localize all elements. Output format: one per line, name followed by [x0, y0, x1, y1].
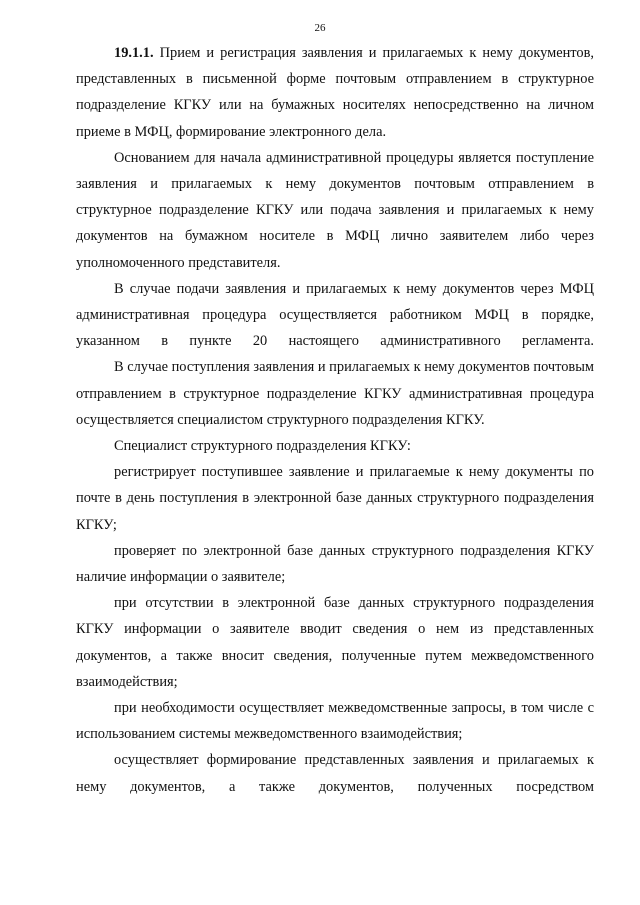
paragraph-forms-file: осуществляет формирование представленных заявления и прилагаемых к нему документов, а также документов, полученных посредством	[76, 752, 594, 795]
paragraph-postal-submission: В случае поступления заявления и прилагаемых к нему документов почтовым отправлением в структурное подразделение КГКУ административная процедура осуществляется специалистом структурного подразделения КГКУ.	[76, 359, 594, 428]
paragraph-checks: проверяет по электронной базе данных структурного подразделения КГКУ наличие информации о заявителе;	[76, 542, 594, 586]
paragraph-registers: регистрирует поступившее заявление и прилагаемые к нему документы по почте в день поступления в электронной базе данных структурного подразделения КГКУ;	[76, 464, 594, 533]
paragraph-enters-data: при отсутствии в электронной базе данных структурного подразделения КГКУ информации о заявителе вводит сведения о нем из представленных документов, а также вносит сведения, полученные путем межведомственного взаимодействия;	[76, 595, 594, 690]
section-heading-paragraph	[76, 40, 594, 145]
section-title: Прием и регистрация заявления и прилагаемых к нему документов, представленных в письменной форме почтовым отправлением в структурное подразделение КГКУ или на бумажных носителях непосредственно на личном приеме в МФЦ, формирование электронного дела.	[76, 45, 594, 140]
section-number: 19.1.1.	[114, 45, 154, 61]
document-body	[76, 40, 594, 800]
paragraph-requests: при необходимости осуществляет межведомственные запросы, в том числе с использованием системы межведомственного взаимодействия;	[76, 700, 594, 743]
page-number: 26	[314, 22, 326, 34]
paragraph-basis: Основанием для начала административной процедуры является поступление заявления и прилагаемых к нему документов почтовым отправлением в структурное подразделение КГКУ или подача заявления и прилагаемых к нему документов на бумажном носителе в МФЦ лично заявителем либо через уполномоченного представителя.	[76, 149, 594, 271]
paragraph-specialist-intro: Специалист структурного подразделения КГКУ:	[114, 438, 411, 455]
paragraph-mfc-submission: В случае подачи заявления и прилагаемых к нему документов через МФЦ административная процедура осуществляется работником МФЦ в порядке, указанном в пункте 20 настоящего административного регламента.	[76, 280, 594, 350]
